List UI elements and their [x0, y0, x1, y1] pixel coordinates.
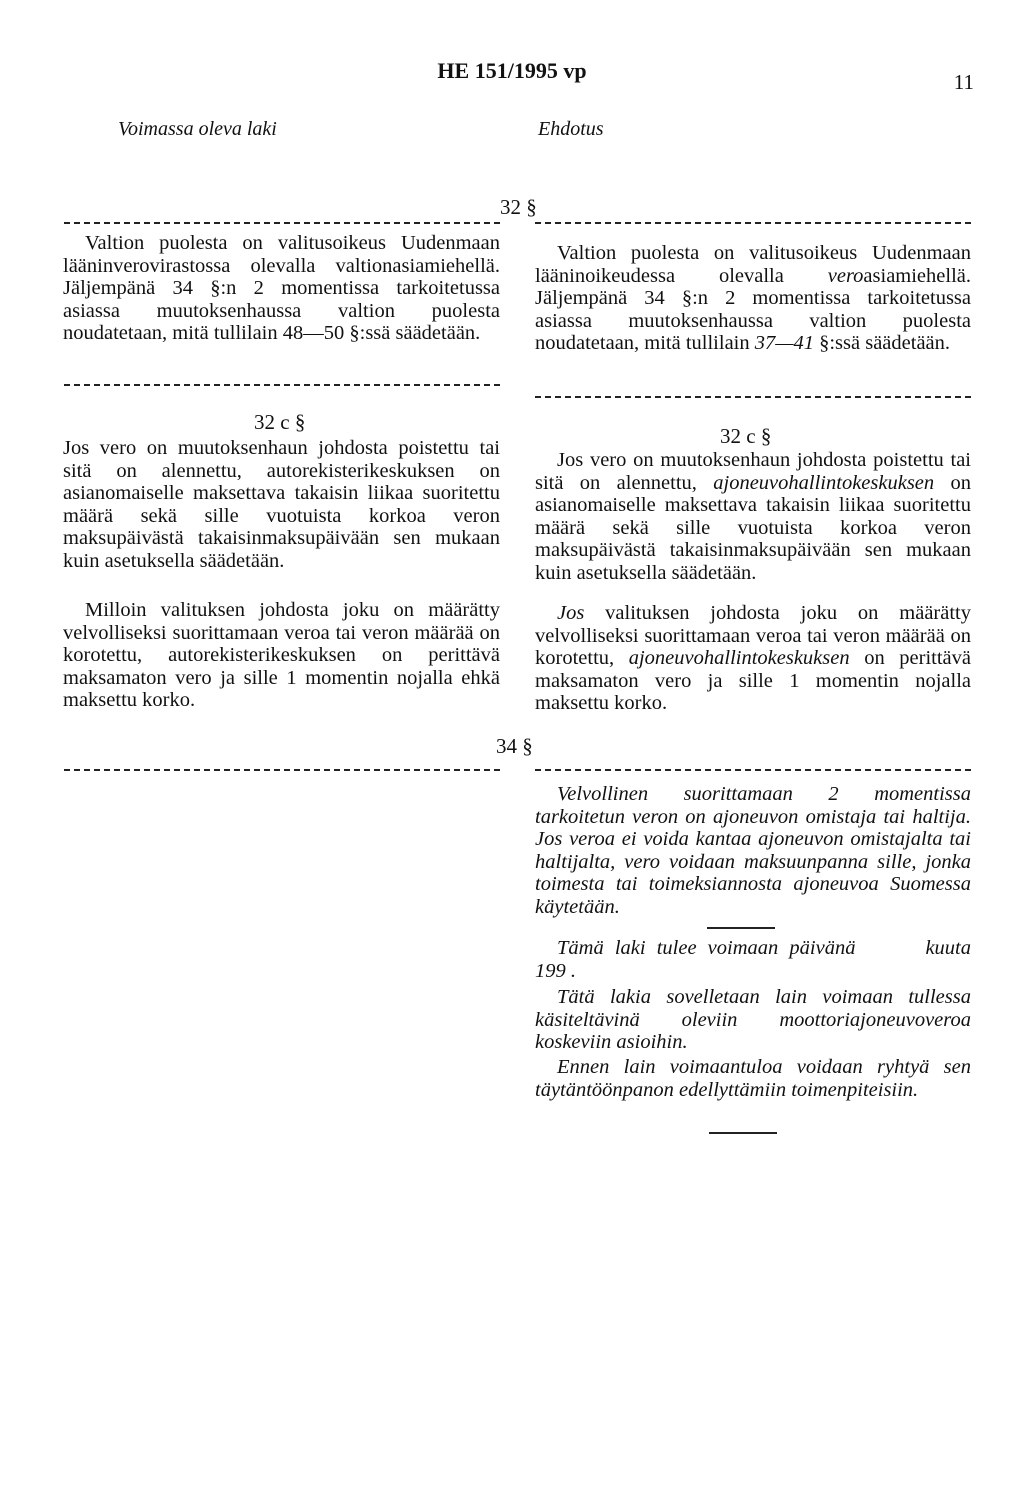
- section-32c-proposed-p2-b: valituksen johdosta joku on määrätty velvolliseksi suorittamaan veroa tai veron määrää on korotettu,: [535, 602, 971, 670]
- section-32-current-text: Valtion puolesta on valitusoikeus Uudenmaan lääninverovirastossa olevalla valtionasiamiehellä. Jäljempänä 34 §:n 2 momentissa tarkoitetussa asiassa muutoksenhaussa valtion puolesta noudatetaan, mitä tullilain 48—50 §:ssä säädetään.: [63, 232, 500, 345]
- section-32-proposed-part-c: asiamiehellä. Jäljempänä 34 §:n 2 momentissa tarkoitetussa asiassa muutoksenhaussa valtion puolesta noudatetaan, mitä tullilain: [535, 264, 971, 355]
- document-code: HE 151/1995 vp: [437, 58, 587, 83]
- section-32-proposed-part-a: Valtion puolesta on valitusoikeus Uudenmaan lääninoikeudessa olevalla: [535, 242, 971, 287]
- section-32c-proposed-p1-a: Jos vero on muutoksenhaun johdosta poistettu tai sitä on alennettu,: [535, 449, 971, 494]
- section-32c-proposed-p2-d: on perittävä maksamaton vero ja sille 1 momentin nojalla maksettu korko.: [535, 647, 972, 715]
- entry-into-force-part-a: Tämä laki tulee voimaan päivänä: [557, 937, 856, 959]
- section-32c-proposed-paragraph-1: [535, 449, 971, 585]
- section-32c-label-proposed: 32 c §: [720, 424, 772, 448]
- section-32c-proposed-p1-c: on asianomaiselle maksettava takaisin liikaa suoritettu määrä sekä sille vuotuista korkoa veron maksupäivästä takaisinmaksupäivään sen mukaan kuin asetuksella säädetään.: [535, 471, 971, 584]
- section-32c-proposed-p2-c: ajoneuvohallintokeskuksen: [628, 647, 850, 670]
- section-32c-proposed-paragraph-2: [535, 602, 971, 715]
- section-32c-proposed-p1-b: ajoneuvohallintokeskuksen: [713, 471, 935, 494]
- end-rule: [709, 1132, 777, 1134]
- section-32c-current-paragraph-1: Jos vero on muutoksenhaun johdosta poistettu tai sitä on alennettu, autorekisterikeskuksen on asianomaiselle maksettava takaisin liikaa suoritettu määrä sekä sille vuotuista korkoa veron maksupäivästä takaisinmaksupäivään sen mukaan kuin asetuksella säädetään.: [63, 437, 500, 572]
- page-number: 11: [953, 70, 974, 94]
- section-separator-rule: [707, 927, 775, 929]
- section-32-proposed-part-b: vero: [827, 264, 864, 287]
- omission-dash-left-1: [64, 222, 500, 224]
- right-column-title: Ehdotus: [538, 118, 604, 140]
- omission-dash-left-2: [64, 384, 500, 386]
- section-32-proposed-text: [535, 242, 971, 355]
- entry-into-force-part-b: kuuta 199 .: [535, 937, 971, 982]
- omission-dash-right-3: [535, 769, 971, 771]
- left-column-title: Voimassa oleva laki: [118, 118, 277, 140]
- transitional-provision-paragraph: Tätä lakia sovelletaan lain voimaan tullessa käsiteltävinä oleviin moottoriajoneuvoveroa koskeviin asioihin.: [535, 986, 971, 1054]
- section-34-label: 34 §: [496, 734, 533, 758]
- section-32c-current-paragraph-2: Milloin valituksen johdosta joku on määrätty velvolliseksi suorittamaan veroa tai veron määrää on korotettu, autorekisterikeskuksen on perittävä maksamaton vero ja sille 1 momentin nojalla ehkä maksettu korko.: [63, 599, 500, 712]
- omission-dash-right-2: [535, 396, 971, 398]
- omission-dash-right-1: [535, 222, 971, 224]
- section-32-label: 32 §: [500, 195, 537, 219]
- omission-dash-left-3: [64, 769, 500, 771]
- section-32c-proposed-p2-a: Jos: [557, 602, 585, 624]
- section-32-proposed-part-e: §:ssä säädetään.: [813, 332, 951, 355]
- entry-into-force-paragraph: [535, 937, 971, 982]
- section-34-proposed-text: Velvollinen suorittamaan 2 momentissa tarkoitetun veron on ajoneuvon omistaja tai haltija. Jos veroa ei voida kantaa ajoneuvon omistajalta tai haltijalta, vero voidaan maksuunpanna sille, jonka toimesta tai toimeksiannosta ajoneuvoa Suomessa käytetään.: [535, 783, 971, 918]
- section-32-proposed-part-d: 37—41: [754, 332, 814, 355]
- section-32c-label-current: 32 c §: [254, 410, 306, 434]
- preparatory-measures-paragraph: Ennen lain voimaantuloa voidaan ryhtyä sen täytäntöönpanon edellyttämiin toimenpiteisiin.: [535, 1056, 971, 1101]
